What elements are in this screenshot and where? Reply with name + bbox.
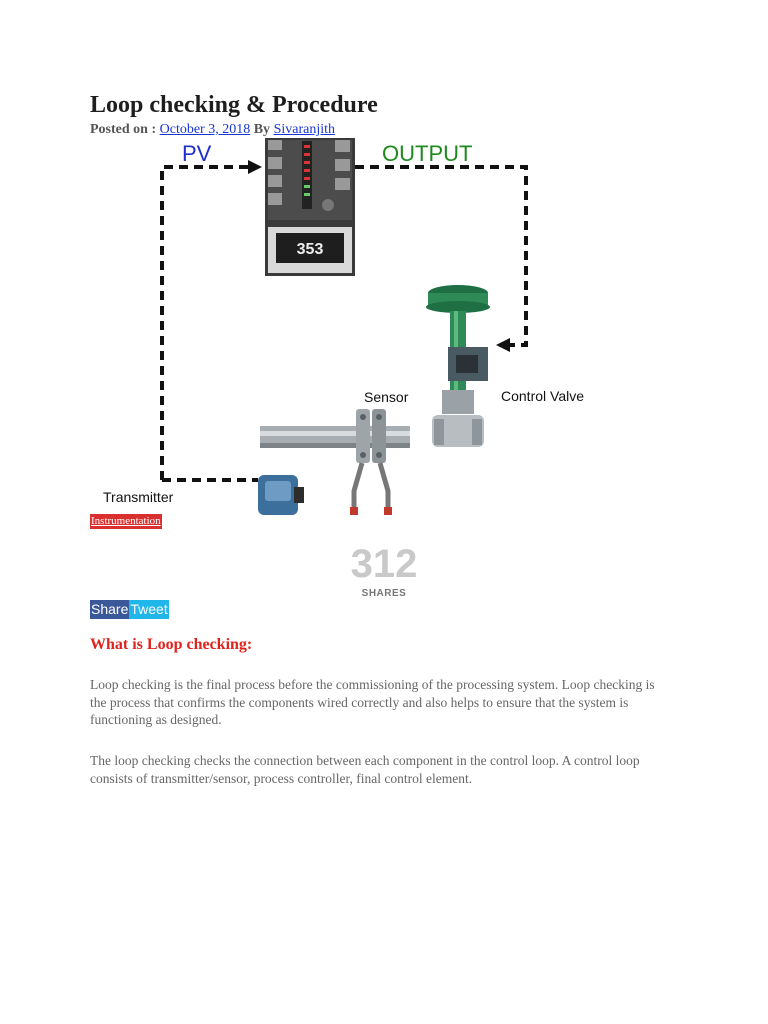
loop-diagram-image: [90, 135, 610, 515]
process-pipe: [260, 426, 410, 448]
share-button[interactable]: Share: [91, 601, 129, 617]
social-buttons: [90, 600, 169, 619]
sensor-label: Sensor: [364, 389, 409, 405]
control-valve: [426, 285, 490, 447]
pv-label: PV: [182, 141, 212, 166]
share-count: 312: [350, 542, 418, 586]
section-heading: What is Loop checking:: [90, 636, 253, 653]
author-link[interactable]: Sivaranjith: [273, 122, 335, 137]
pv-arrowhead: [248, 160, 262, 174]
post-title: Loop checking & Procedure: [90, 92, 378, 118]
process-controller: [265, 138, 355, 276]
flow-sensor: [350, 409, 392, 515]
by-label: By: [253, 122, 271, 137]
post-date-link[interactable]: October 3, 2018: [159, 122, 251, 137]
output-arrowhead: [496, 338, 510, 352]
paragraph-1: Loop checking is the final process before the commissioning of the processing system. Loop checking is the process that confirms the components wired correctly and also helps to ensure that the system is functioning as designed.: [90, 677, 655, 727]
paragraph-2: The loop checking checks the connection between each component in the control loop. A control loop consists of transmitter/sensor, process controller, final control element.: [90, 753, 640, 786]
tweet-button[interactable]: Tweet: [130, 601, 168, 617]
share-count-label: SHARES: [361, 588, 407, 599]
controller-display-value: 353: [296, 241, 324, 258]
share-counter: [0, 540, 768, 599]
category-tag[interactable]: Instrumentation: [91, 515, 161, 527]
control-valve-label: Control Valve: [501, 388, 585, 404]
transmitter: [258, 475, 304, 515]
output-label: OUTPUT: [382, 141, 473, 166]
posted-on-label: Posted on :: [90, 122, 157, 137]
transmitter-label: Transmitter: [103, 489, 174, 505]
